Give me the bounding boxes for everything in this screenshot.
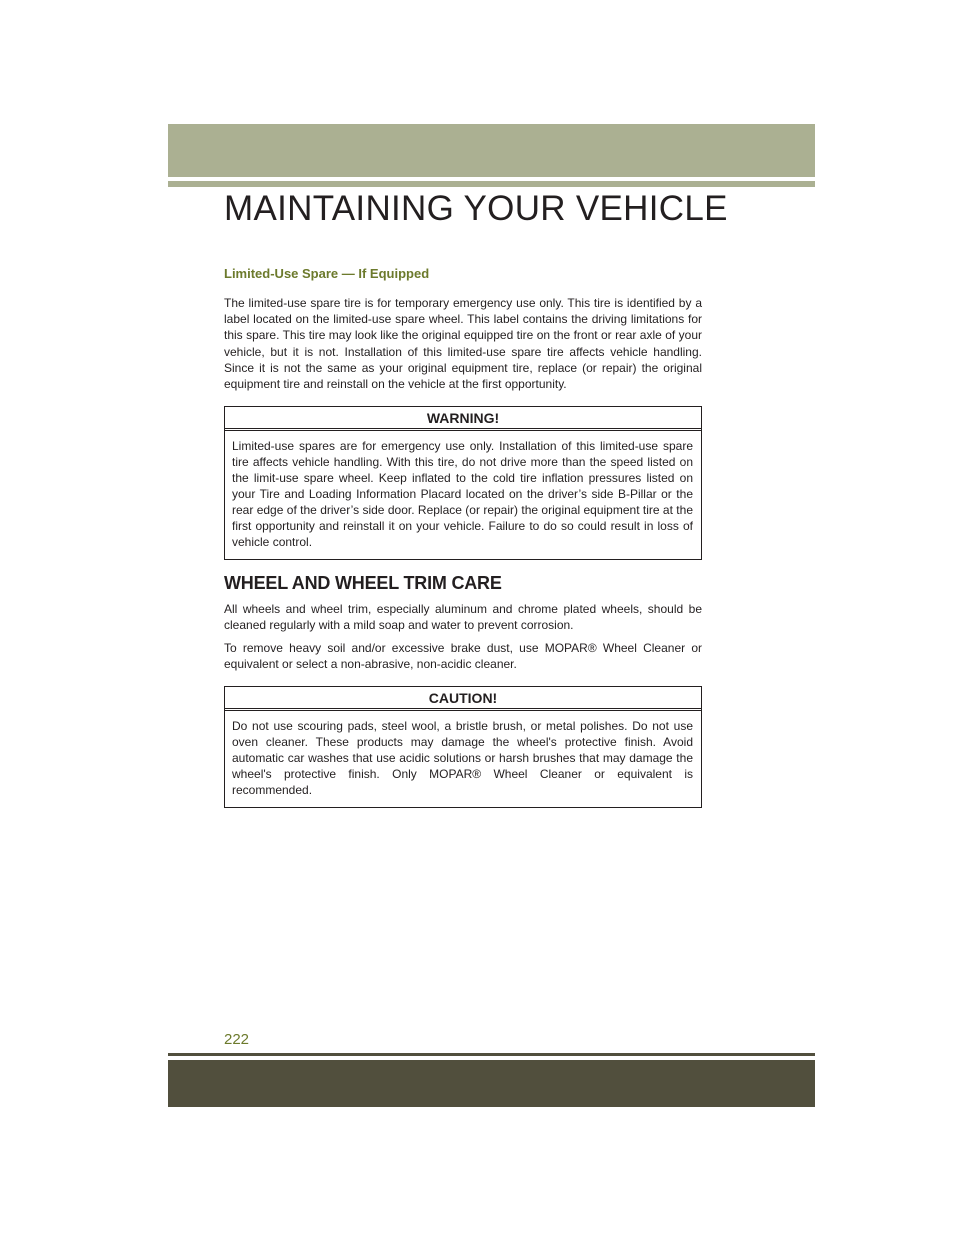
- wheel-care-heading: WHEEL AND WHEEL TRIM CARE: [224, 572, 502, 593]
- header-rule: [168, 181, 815, 187]
- caution-label: CAUTION!: [225, 687, 701, 711]
- page-content: [224, 265, 702, 820]
- page-number: 222: [224, 1031, 250, 1048]
- warning-text: Limited-use spares are for emergency use only. Installation of this limited-use spare tire affects vehicle handling. With this tire, do not drive more than the speed listed on the limit-use spare wheel. Keep inflated to the cold tire inflation pressures listed on your Tire and Loading Information Placard located on the driver’s side B-Pillar or the rear edge of the driver’s side door. Replace (or repair) the original equipment tire at the first opportunity and reinstall it on your vehicle. Failure to do so could result in loss of vehicle control.: [232, 439, 693, 549]
- caution-box: [224, 686, 702, 808]
- chapter-title: MAINTAINING YOUR VEHICLE: [224, 189, 728, 228]
- warning-label: WARNING!: [225, 407, 701, 431]
- header-band: [168, 124, 815, 177]
- footer-band: [168, 1060, 815, 1107]
- caution-text: Do not use scouring pads, steel wool, a bristle brush, or metal polishes. Do not use oven cleaner. These products may damage the wheel's protective finish. Avoid automatic car washes that use acidic solutions or harsh brushes that may damage the wheel's protective finish. Only MOPAR® Wheel Cleaner or equivalent is recommended.: [232, 719, 693, 797]
- warning-box: [224, 406, 702, 559]
- wheel-care-paragraph-2: To remove heavy soil and/or excessive brake dust, use MOPAR® Wheel Cleaner or equivalent or select a non-abrasive, non-acidic cleaner.: [224, 640, 702, 672]
- spare-paragraph: The limited-use spare tire is for temporary emergency use only. This tire is identified by a label located on the limited-use spare wheel. This label contains the driving limitations for this spare. This tire may look like the original equipped tire on the front or rear axle of your vehicle, but it is not. Installation of this limited-use spare tire affects vehicle handling. Since it is not the same as your original equipment tire, replace (or repair) the original equipment tire and reinstall on the vehicle at the first opportunity.: [224, 296, 702, 392]
- footer-rule: [168, 1053, 815, 1056]
- wheel-care-paragraph-1: All wheels and wheel trim, especially aluminum and chrome plated wheels, should be cleaned regularly with a mild soap and water to prevent corrosion.: [224, 601, 702, 632]
- spare-subheading: Limited-Use Spare — If Equipped: [224, 266, 430, 281]
